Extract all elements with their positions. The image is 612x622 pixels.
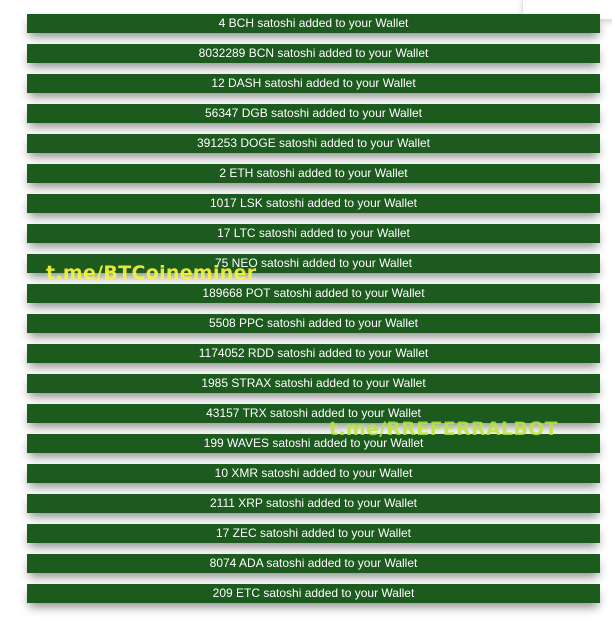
wallet-notification: 199 WAVES satoshi added to your Wallet: [27, 434, 600, 453]
watermark-bottom: t.me/RREFERRALBOT: [329, 418, 558, 440]
watermark-top: t.me/BTCoineminer: [46, 262, 257, 284]
wallet-notification: 2111 XRP satoshi added to your Wallet: [27, 494, 600, 513]
wallet-notification: 56347 DGB satoshi added to your Wallet: [27, 104, 600, 123]
wallet-notification: 1017 LSK satoshi added to your Wallet: [27, 194, 600, 213]
wallet-notification: 43157 TRX satoshi added to your Wallet: [27, 404, 600, 423]
wallet-notification: 17 LTC satoshi added to your Wallet: [27, 224, 600, 243]
wallet-notification: 1174052 RDD satoshi added to your Wallet: [27, 344, 600, 363]
wallet-notification: 1985 STRAX satoshi added to your Wallet: [27, 374, 600, 393]
wallet-notification-list: [27, 14, 600, 614]
wallet-notification: 8032289 BCN satoshi added to your Wallet: [27, 44, 600, 63]
wallet-notification: 209 ETC satoshi added to your Wallet: [27, 584, 600, 603]
wallet-notification: 2 ETH satoshi added to your Wallet: [27, 164, 600, 183]
wallet-notification: 5508 PPC satoshi added to your Wallet: [27, 314, 600, 333]
wallet-notification: 12 DASH satoshi added to your Wallet: [27, 74, 600, 93]
wallet-notification: 10 XMR satoshi added to your Wallet: [27, 464, 600, 483]
wallet-notification: 4 BCH satoshi added to your Wallet: [27, 14, 600, 33]
wallet-notification: 75 NEO satoshi added to your Wallet: [27, 254, 600, 273]
wallet-notification: 17 ZEC satoshi added to your Wallet: [27, 524, 600, 543]
wallet-notification: 189668 POT satoshi added to your Wallet: [27, 284, 600, 303]
wallet-notification: 391253 DOGE satoshi added to your Wallet: [27, 134, 600, 153]
wallet-notification: 8074 ADA satoshi added to your Wallet: [27, 554, 600, 573]
